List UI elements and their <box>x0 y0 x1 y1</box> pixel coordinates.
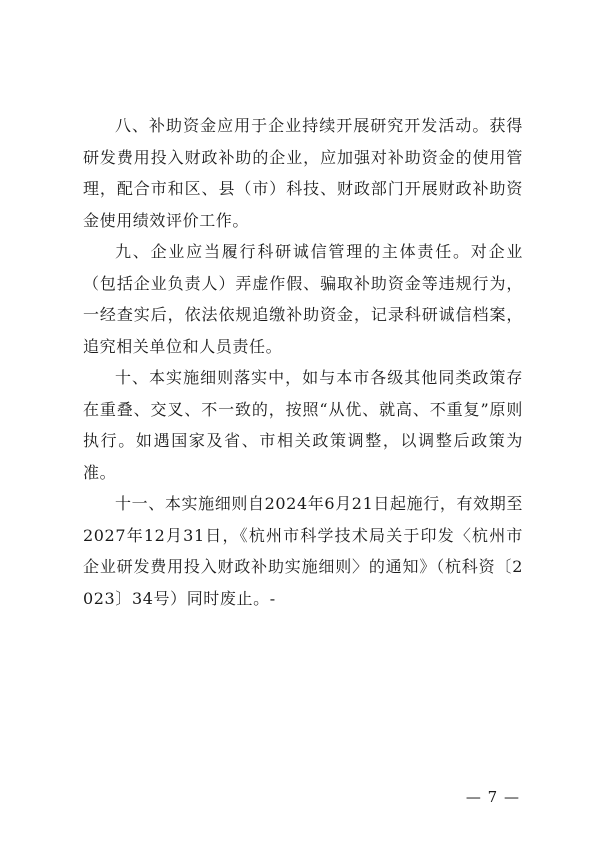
paragraph-article-9: 九、企业应当履行科研诚信管理的主体责任。对企业（包括企业负责人）弄虚作假、骗取补助资金等违规行为，一经查实后，依法依规追缴补助资金，记录科研诚信档案，追究相关单位和人员责任。 <box>83 242 523 356</box>
document-body <box>83 110 523 614</box>
page-number: — 7 — <box>465 788 520 806</box>
paragraph-article-11: 十一、本实施细则自2024年6月21日起施行，有效期至2027年12月31日，《杭州市科学技术局关于印发〈杭州市企业研发费用投入财政补助实施细则〉的通知》（杭科资〔2023〕34号）同时废止。- <box>83 494 523 608</box>
paragraph-article-8: 八、补助资金应用于企业持续开展研究开发活动。获得研发费用投入财政补助的企业，应加强对补助资金的使用管理，配合市和区、县（市）科技、财政部门开展财政补助资金使用绩效评价工作。 <box>83 116 523 230</box>
paragraph-article-10: 十、本实施细则落实中，如与本市各级其他同类政策存在重叠、交叉、不一致的，按照“从优、就高、不重复”原则执行。如遇国家及省、市相关政策调整，以调整后政策为准。 <box>83 368 523 482</box>
